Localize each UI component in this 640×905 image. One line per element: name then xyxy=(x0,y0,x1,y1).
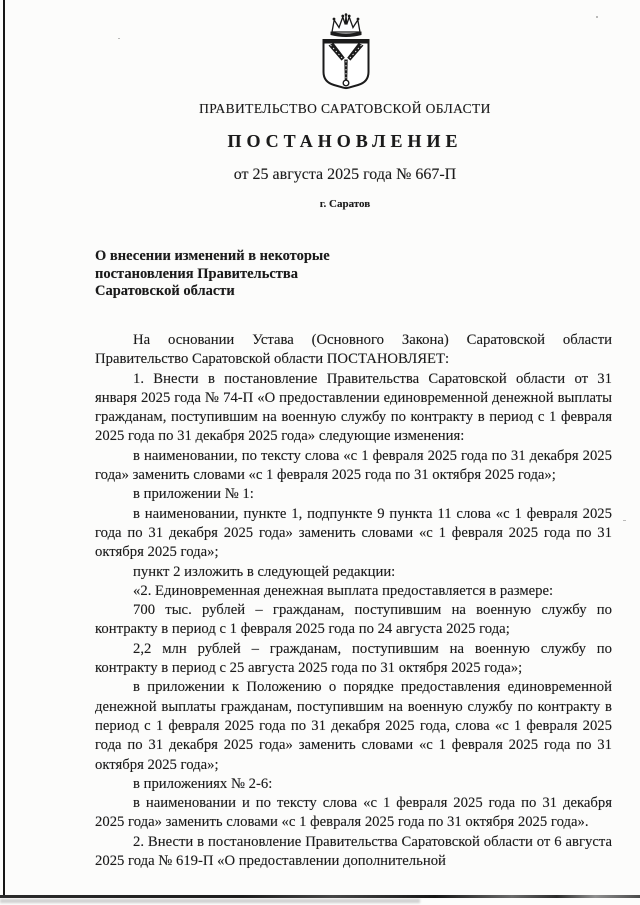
doc-city: г. Саратов xyxy=(319,198,371,210)
body-paragraph: пункт 2 изложить в следующей редакции: xyxy=(133,563,396,580)
scan-edge-bottom-fuzz xyxy=(0,899,420,903)
doc-title-line: О внесении изменений в некоторые xyxy=(95,248,330,264)
body-paragraph: 2,2 млн рублей – гражданам, поступившим на военную службу по контракту в период с 25 августа 2025 года по 31 октября 2025 года»; xyxy=(95,640,612,677)
org-name: ПРАВИТЕЛЬСТВО САРАТОВСКОЙ ОБЛАСТИ xyxy=(199,101,491,116)
body-paragraph: На основании Устава (Основного Закона) Саратовской области Правительство Саратовской области ПОСТАНОВЛЯЕТ: xyxy=(95,332,612,368)
doc-type-heading: ПОСТАНОВЛЕНИЕ xyxy=(227,131,463,151)
doc-title-line: Саратовской области xyxy=(95,283,235,299)
scan-edge-left xyxy=(3,0,5,896)
doc-title xyxy=(95,248,475,301)
doc-date-number: от 25 августа 2025 года № 667-П xyxy=(233,166,457,183)
body-paragraph: 2. Внести в постановление Правительства Саратовской области от 6 августа 2025 года № 619-П «О предоставлении дополнительной xyxy=(95,833,612,870)
scan-speck xyxy=(623,520,626,521)
body-paragraph: в наименовании, по тексту слова «с 1 февраля 2025 года по 31 декабря 2025 года» заменить словами «с 1 февраля 2025 года по 31 октября 2025 года»; xyxy=(95,447,612,484)
doc-body xyxy=(95,331,612,871)
body-paragraph: 700 тыс. рублей – гражданам, поступившим на военную службу по контракту в период с 1 февраля 2025 года по 24 августа 2025 года; xyxy=(95,602,612,638)
coat-of-arms-icon xyxy=(318,12,374,90)
body-paragraph: «2. Единовременная денежная выплата предоставляется в размере: xyxy=(133,582,554,599)
scan-speck xyxy=(596,16,598,18)
body-paragraph: в наименовании и по тексту слова «с 1 февраля 2025 года по 31 декабря 2025 года» заменить словами «с 1 февраля 2025 года по 31 октября 2025 года». xyxy=(95,795,612,831)
doc-title-line: постановления Правительства xyxy=(95,265,298,282)
body-paragraph: в наименовании, пункте 1, подпункте 9 пункта 11 слова «с 1 февраля 2025 года по 31 декабря 2025 года» заменить словами «с 1 февраля 2025 года по 31 октября 2025 года»; xyxy=(95,505,612,561)
scan-edge-bottom xyxy=(0,895,640,898)
body-paragraph: 1. Внести в постановление Правительства Саратовской области от 31 января 2025 года № 74-П «О предоставлении единовременной денежной выплаты гражданам, поступившим на военную службу по контракту в период с 1 февраля 2025 года по 31 декабря 2025 года» следующие изменения: xyxy=(95,370,612,445)
body-paragraph: в приложении к Положению о порядке предоставления единовременной денежной выплаты гражданам, поступившим на военную службу по контракту в период с 1 февраля 2025 года по 31 декабря 2025 года, слова «с 1 февраля 2025 года по 31 декабря 2025 года» заменить словами «с 1 февраля 2025 года по 31 октября 2025 года»; xyxy=(95,679,612,773)
scan-speck xyxy=(118,38,120,39)
body-paragraph: в приложениях № 2-6: xyxy=(133,775,273,792)
body-paragraph: в приложении № 1: xyxy=(133,486,254,503)
